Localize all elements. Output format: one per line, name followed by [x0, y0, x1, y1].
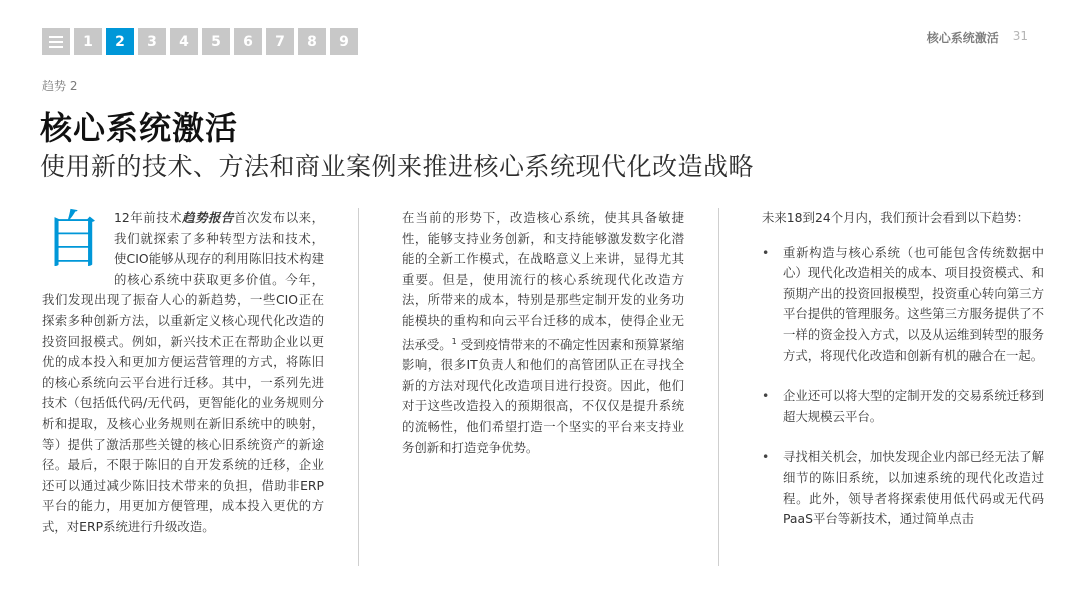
drop-cap: 自	[42, 203, 105, 276]
column-3	[762, 208, 1044, 550]
chapter-nav	[42, 28, 358, 55]
header-section-title: 核心系统激活	[926, 31, 999, 45]
intro-text-post: 首次发布以来，我们就探索了多种转型方法和技术，使CIO能够从现存的利用陈旧技术构建的核心系统中获取更多价值。今年，我们发现出现了振奋人心的新趋势，一些CIO正在探索多种创新方法，以重新定义核心现代化改造的投资回报模式。例如，新兴技术正在帮助企业以更优的成本投入和更加方便运营管理的方式，将陈旧的核心系统向云平台进行迁移。其中，一系列先进技术（包括低代码/无代码，更智能化的业务规则分析和提取，及核心业务规则在新旧系统中的映射，等）提供了激活那些关键的核心旧系统资产的新途径。最后，不限于陈旧的自开发系统的迁移，企业还可以通过减少陈旧技术带来的负担，借助非ERP平台的能力，用更加方便管理，成本投入更优的方式，对ERP系统进行升级改造。	[42, 210, 325, 534]
body-text-b: 受到疫情带来的不确定性因素和预算紧缩影响，很多IT负责人和他们的高管团队正在寻找全新的方法对现代化改造项目进行投资。因此，他们对于这些改造投入的预期很高，不仅仅是提升系统的流畅性，他们希望打造一个坚实的平台来支持业务创新和打造竞争优势。	[402, 336, 685, 455]
list-item: • 重新构造与核心系统（也可能包含传统数据中心）现代化改造相关的成本、项目投资模式、和预期产出的投资回报模型，投资重心转向第三方平台提供的管理服务。这些第三方服务提供了不一样的资金投入方式，以及从运维到转型的服务方式，将现代化改造和创新有机的融合在一起。	[762, 243, 1044, 367]
intro-text-pre: 12年前技术	[114, 210, 183, 225]
nav-page-8[interactable]: 8	[298, 28, 326, 55]
page-number: 31	[1012, 29, 1028, 43]
trend-label: 趋势 2	[42, 79, 78, 93]
trend-list	[762, 243, 1044, 530]
nav-page-4[interactable]: 4	[170, 28, 198, 55]
menu-icon[interactable]	[42, 28, 70, 55]
column-2	[402, 208, 684, 458]
list-item: • 企业还可以将大型的定制开发的交易系统迁移到超大规模云平台。	[762, 386, 1044, 427]
body-paragraph	[402, 208, 684, 458]
page-header	[927, 29, 1028, 46]
nav-page-5[interactable]: 5	[202, 28, 230, 55]
intro-text-emphasis: 趋势报告	[182, 210, 234, 225]
list-item: • 寻找相关机会，加快发现企业内部已经无法了解细节的陈旧系统，以加速系统的现代化改造过程。此外，领导者将探索使用低代码或无代码PaaS平台等新技术，通过简单点击	[762, 447, 1044, 529]
page-title: 核心系统激活	[40, 109, 239, 147]
column-1	[42, 203, 325, 538]
column-divider-1	[358, 208, 359, 566]
nav-page-3[interactable]: 3	[138, 28, 166, 55]
body-text-a: 在当前的形势下，改造核心系统，使其具备敏捷性，能够支持业务创新，和支持能够激发数字化潜能的全新工作模式，在战略意义上来讲，显得尤其重要。但是，使用流行的核心系统现代化改造方法，所带来的成本，特别是那些定制开发的业务功能模块的重构和向云平台迁移的成本，使得企业无法承受。	[402, 210, 684, 352]
intro-paragraph	[42, 203, 325, 538]
column-divider-2	[718, 208, 719, 566]
nav-page-1[interactable]: 1	[74, 28, 102, 55]
page-subtitle: 使用新的技术、方法和商业案例来推进核心系统现代化改造战略	[40, 152, 755, 181]
footnote-ref[interactable]: 1	[451, 336, 457, 346]
nav-page-2[interactable]: 2	[106, 28, 134, 55]
trends-intro: 未来18到24个月内，我们预计会看到以下趋势：	[762, 210, 1029, 225]
nav-page-6[interactable]: 6	[234, 28, 262, 55]
nav-page-9[interactable]: 9	[330, 28, 358, 55]
nav-page-7[interactable]: 7	[266, 28, 294, 55]
